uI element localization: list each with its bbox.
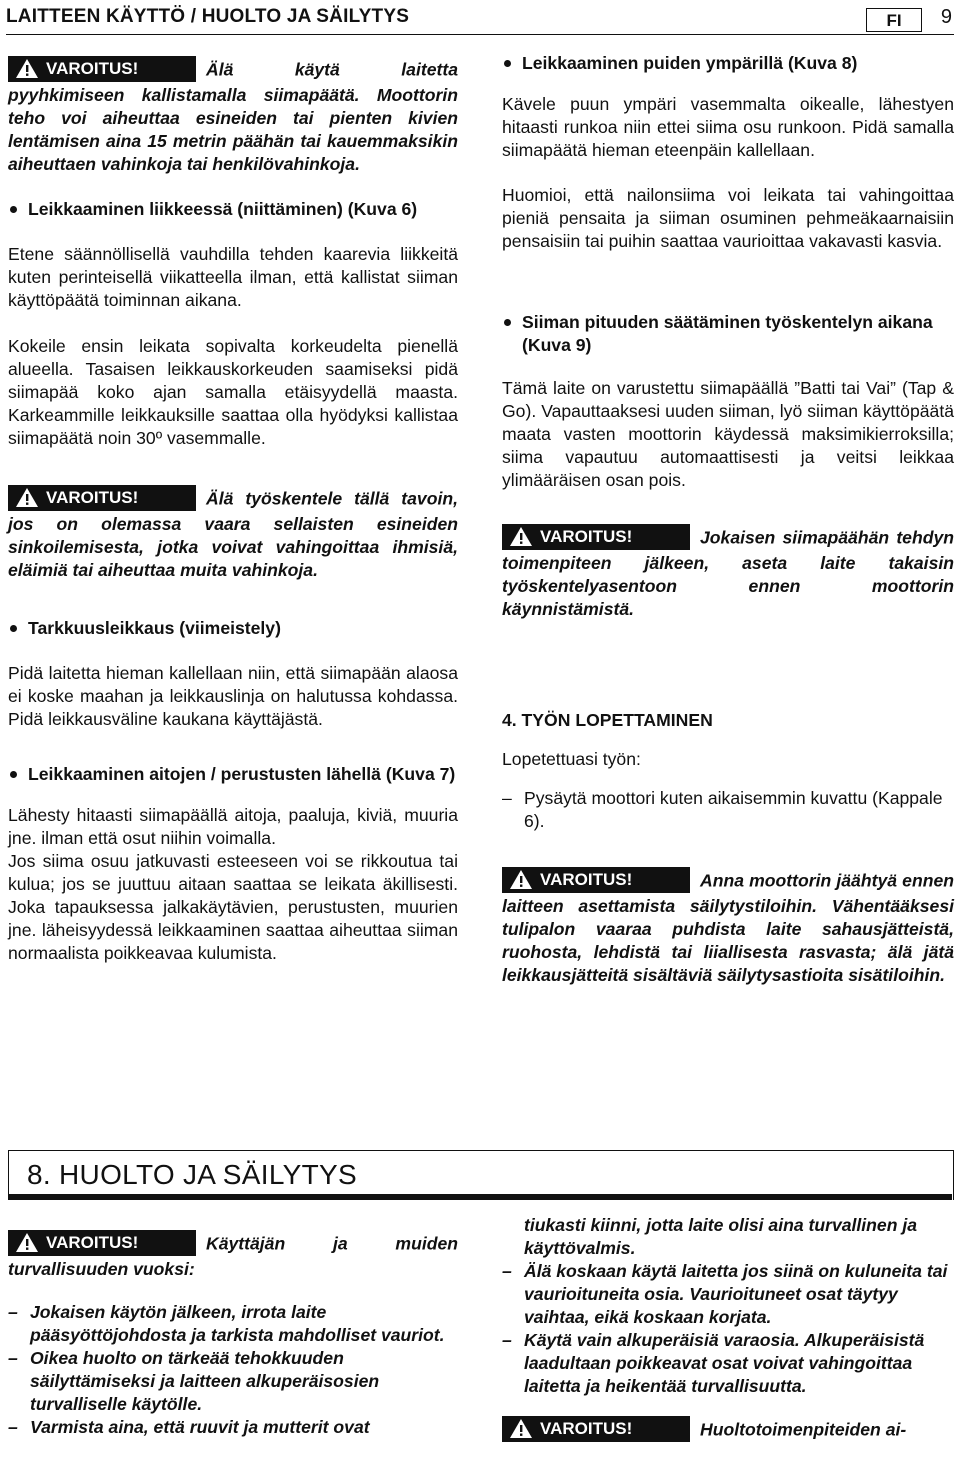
- warning-badge: [8, 56, 196, 82]
- warning-triangle-icon: [510, 870, 532, 889]
- warning-badge: [8, 1230, 196, 1256]
- warning-text: Anna moottorin jäähtyä ennen laitteen asettamista säilytystiloihin. Vähentääksesi tulipalon vaaraa puhdista laite sahausjätteistä, ruohosta, lehdistä tai liiallisesta rasvasta; älä jätä leikkausjätteitä sisältäviä säilytysastioita sisätiloihin.: [502, 870, 954, 985]
- warning-triangle-icon: [16, 59, 38, 78]
- paragraph: Etene säännöllisellä vauhdilla tehden kaarevia liikkeitä kuten perinteisellä viikatteella ilman, että kallistat siiman käyttöpäätä toiminnan aikana.: [8, 244, 458, 310]
- dash-marker: –: [8, 1417, 18, 1437]
- dash-list-item: [502, 787, 954, 833]
- paragraph: Lähesty hitaasti siimapäällä aitoja, paaluja, kiviä, muuria jne. ilman että osut niihin voimalla.: [8, 805, 458, 848]
- dash-list-item: [8, 1347, 458, 1416]
- warning-text: Jokaisen siimapäähän tehdyn toimenpiteen jälkeen, aseta laite takaisin työskentelyasentoon ennen moottorin käynnistämistä.: [502, 527, 954, 619]
- warning-label: VAROITUS!: [540, 870, 633, 889]
- dash-list-item: [8, 1301, 458, 1347]
- section-title: 8. HUOLTO JA SÄILYTYS: [27, 1159, 357, 1190]
- dash-marker: –: [502, 1261, 512, 1281]
- dash-list-item: [502, 1260, 954, 1329]
- warning-label: VAROITUS!: [46, 59, 139, 78]
- dash-marker: –: [8, 1302, 18, 1322]
- page-title: LAITTEEN KÄYTTÖ / HUOLTO JA SÄILYTYS: [6, 6, 410, 27]
- section-bar: [9, 1194, 952, 1200]
- list-item-text: Käytä vain alkuperäisiä varaosia. Alkuperäisistä laadultaan poikkeavat osat voivat vahingoittaa laitetta ja heikentää turvallisuutta.: [524, 1330, 925, 1396]
- section-8-header: [8, 1150, 954, 1200]
- warning-badge: [502, 1416, 690, 1442]
- dash-list-item: [8, 1416, 458, 1439]
- paragraph: Huomioi, että nailonsiima voi leikata tai vahingoittaa pieniä pensaita ja siiman osuminen pehmeäkaarnaisiin pensaisiin tai puihin saattaa vaurioittaa vakavasti kasvia.: [502, 185, 954, 251]
- paragraph: Jos siima osuu jatkuvasti esteeseen voi se rikkoutua tai kulua; jos se juuttuu aitaan saattaa se leikata äkillisesti. Joka tapauksessa jalkakäytävien, perustusten, muurien jne. läheisyydessä leikkaaminen saattaa aiheuttaa siiman normaalista poikkeavaa kulumista.: [8, 851, 458, 963]
- paragraph: Kävele puun ympäri vasemmalta oikealle, lähestyen hitaasti runkoa niin ettei siima osu runkoon. Pidä samalla siimapäätä hieman eteenpäin kallellaan.: [502, 94, 954, 160]
- dash-marker: –: [502, 1330, 512, 1350]
- dash-marker: –: [502, 788, 512, 808]
- paragraph: Lopetettuasi työn:: [502, 749, 641, 769]
- warning-text: Älä käytä laitetta pyyhkimiseen kallistamalla siimapäätä. Moottorin teho voi aiheuttaa esineiden tai pienten kivien lentämisen aina 15 metrin päähän tai kauemmaksikin aiheuttaen vahinkoja tai henkilövahinkoja.: [8, 59, 458, 174]
- paragraph: Pidä laitetta hieman kallellaan niin, että siimapään alaosa ei koske maahan ja leikkauslinja on halutussa kohdassa. Pidä leikkausväline kaukana käyttäjästä.: [8, 663, 458, 729]
- page-header: [6, 4, 954, 32]
- warning-label: VAROITUS!: [540, 527, 633, 546]
- list-item-text: Oikea huolto on tärkeää tehokkuuden säilyttämiseksi ja laitteen alkuperäisosien turvalliselle käytölle.: [30, 1348, 380, 1414]
- warning-paragraph: [8, 58, 458, 176]
- header-rule: [6, 34, 954, 35]
- warning-paragraph: [502, 526, 954, 621]
- section-heading: 4. TYÖN LOPETTAMINEN: [502, 710, 713, 730]
- warning-paragraph: [502, 1418, 954, 1444]
- bottom-left-column: [8, 1232, 458, 1439]
- warning-paragraph: [8, 1232, 458, 1281]
- list-item-text: Jokaisen käytön jälkeen, irrota laite pääsyöttöjohdosta ja tarkista mahdolliset vauriot.: [30, 1302, 445, 1345]
- warning-triangle-icon: [16, 1233, 38, 1252]
- paragraph: Kokeile ensin leikata sopivalta korkeudelta pienellä alueella. Tasaisen leikkauskorkeuden saamiseksi pidä siimapää koko ajan samalla etäisyydellä maasta. Karkeammille leikkauksille saattaa olla hyödyksi kallistaa siimapäätä noin 30º vasemmalle.: [8, 336, 458, 448]
- bullet-heading: Leikkaaminen aitojen / perustusten lähellä (Kuva 7): [8, 763, 458, 786]
- warning-paragraph: [8, 487, 458, 582]
- bullet-heading: Leikkaaminen liikkeessä (niittäminen) (Kuva 6): [8, 198, 458, 221]
- page-number: 9: [940, 6, 952, 28]
- warning-label: VAROITUS!: [46, 1233, 139, 1252]
- warning-badge: [502, 524, 690, 550]
- warning-badge: [8, 485, 196, 511]
- paragraph: Tämä laite on varustettu siimapäällä ”Batti tai Vai” (Tap & Go). Vapauttaaksesi uuden siiman, lyö siiman käyttöpäätä maata vasten moottorin käydessä maksimikierroksilla; siima vapautuu automaattisesti ja veitsi leikkaa ylimääräisen osan pois.: [502, 378, 954, 490]
- warning-label: VAROITUS!: [540, 1419, 633, 1438]
- left-column: [8, 58, 458, 965]
- bottom-right-column: [502, 1214, 954, 1444]
- list-item-text: Älä koskaan käytä laitetta jos siinä on kuluneita tai vaurioituneita osia. Vaurioituneet osat täytyy vaihtaa, eikä koskaan korjata.: [524, 1261, 948, 1327]
- dash-list-item: [502, 1329, 954, 1398]
- warning-badge: [502, 867, 690, 893]
- bullet-heading: Tarkkuusleikkaus (viimeistely): [8, 617, 458, 640]
- warning-label: VAROITUS!: [46, 488, 139, 507]
- bullet-heading: Siiman pituuden säätäminen työskentelyn aikana (Kuva 9): [502, 311, 954, 357]
- list-item-text: tiukasti kiinni, jotta laite olisi aina turvallinen ja käyttövalmis.: [524, 1215, 918, 1258]
- warning-text: Huoltotoimenpiteiden ai-: [700, 1419, 907, 1440]
- right-column: [502, 52, 954, 987]
- list-item-text: Varmista aina, että ruuvit ja mutterit ovat: [30, 1417, 370, 1437]
- list-continuation: [502, 1214, 954, 1260]
- list-item-text: Pysäytä moottori kuten aikaisemmin kuvattu (Kappale 6).: [524, 788, 943, 831]
- warning-text: Älä työskentele tällä tavoin, jos on olemassa vaara sellaisten esineiden sinkoilemisesta, jotka voivat vahingoittaa ihmisiä, eläimiä tai aiheuttaa muita vahinkoja.: [8, 488, 458, 580]
- warning-triangle-icon: [16, 488, 38, 507]
- warning-triangle-icon: [510, 527, 532, 546]
- warning-triangle-icon: [510, 1419, 532, 1438]
- language-badge: FI: [866, 8, 922, 32]
- bullet-heading: Leikkaaminen puiden ympärillä (Kuva 8): [502, 52, 954, 75]
- warning-text: Käyttäjän ja muiden turvallisuuden vuoksi:: [8, 1233, 458, 1279]
- dash-marker: –: [8, 1348, 18, 1368]
- warning-paragraph: [502, 869, 954, 987]
